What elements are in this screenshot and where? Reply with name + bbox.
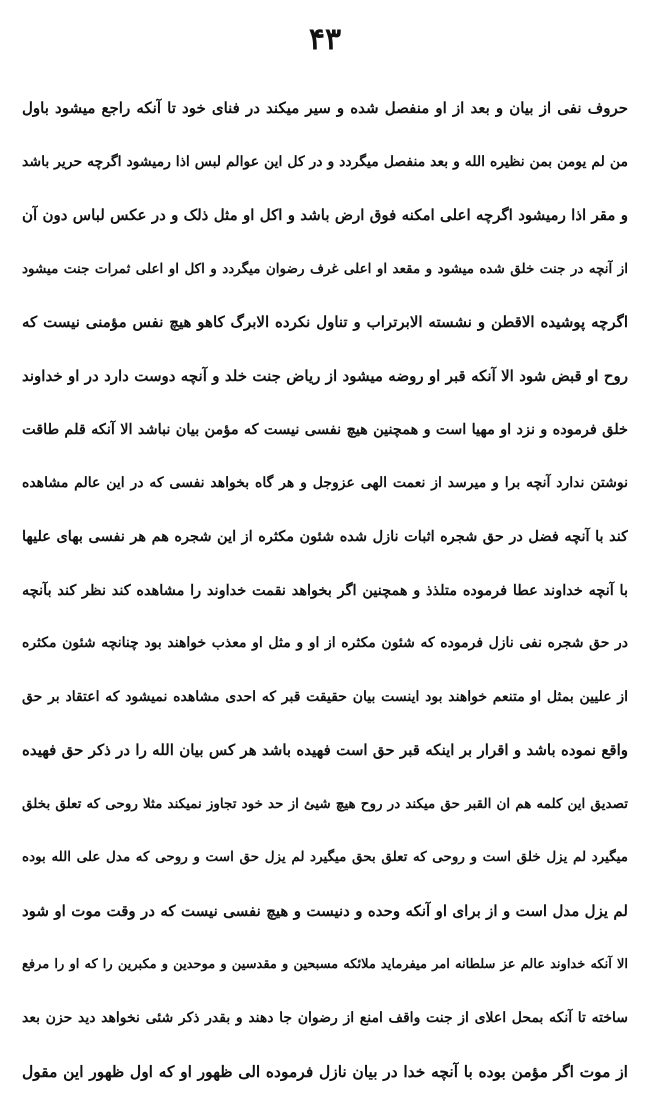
text-line: الا آنکه خداوند عالم عز سلطانه امر میفرماید ملائکه مسبحین و مقدسین و موحدین و مکبرین را که او را مرفع bbox=[22, 957, 628, 972]
text-line: و مقر اذا رمیشود اگرچه اعلی امکنه فوق ارض باشد و اکل او مثل ذلک و در عکس لباس دون آن bbox=[22, 206, 628, 224]
text-line: من لم یومن بمن نظیره الله و بعد منفصل میگردد و در کل این عوالم لبس اذا رمیشود اگرچه حریر باشد bbox=[22, 153, 628, 170]
text-line: از موت اگر مؤمن بوده با آنچه خدا در بیان نازل فرموده الی ظهور او که اول ظهور این مقول bbox=[22, 1062, 628, 1081]
text-line: اگرچه پوشیده الاقطن و نشسته الابرتراب و تناول نکرده الابرگ کاهو هیچ نفس مؤمنی نیست که bbox=[22, 313, 628, 331]
text-line: از آنچه در جنت خلق شده میشود و مقعد او اعلی غرف رضوان میگردد و اکل او اعلی ثمرات جنت میشود bbox=[22, 260, 628, 277]
text-line: کند با آنچه فضل در حق شجره اثبات نازل شده شئون مکثره از این شجره هم هر نفسی بهای علیها bbox=[22, 528, 628, 545]
manuscript-text-block bbox=[22, 82, 628, 1099]
text-line: خلق فرموده و نزد او مهیا است و همچنین هیچ نفسی نیست که مؤمن بیان نباشد الا آنکه قلم طاقت bbox=[22, 421, 628, 438]
text-line: در حق شجره نفی نازل فرموده که شئون مکثره از او و مثل او معذب خواهند بود چنانچه شئون مکثره bbox=[22, 635, 628, 651]
text-line: از علیین بمثل او متنعم خواهند بود اینست بیان حقیقت قبر که احدی مشاهده نمیشود که اعتقاد بر حق bbox=[22, 688, 628, 705]
text-line: نوشتن ندارد آنچه برا و میرسد از نعمت الهی عزوجل و هر گاه بخواهد نفسی که در این عالم مشاهده bbox=[22, 474, 628, 491]
text-line: لم یزل مدل است و از برای او آنکه وحده و دنیست و هیچ نفسی نیست که در وقت موت او شود bbox=[22, 901, 628, 920]
text-line: با آنچه خداوند عطا فرموده متلذذ و همچنین اگر بخواهد نقمت خداوند را مشاهده کند نظر کند بآنچه bbox=[22, 581, 628, 599]
page-number: ۴۳ bbox=[308, 22, 342, 57]
text-line: تصدیق این کلمه هم ان القبر حق میکند در روح هیچ شیئ از حد خود تجاوز نمیکند مثلا روحی که تعلق بخلق bbox=[22, 795, 628, 812]
text-line: میگیرد لم یزل خلق است و روحی که تعلق بحق میگیرد لم یزل حق است و روحی که مدل علی الله بوده bbox=[22, 849, 628, 865]
text-line: حروف نفی از بیان و بعد از او منفصل شده و سیر میکند در فنای خود تا آنکه راجع میشود باول bbox=[22, 99, 628, 117]
text-line: روح او قبض شود الا آنکه قبر او روضه میشود از ریاض جنت خلد و آنچه دوست دارد در او خداوند bbox=[22, 366, 628, 385]
text-line: واقع نموده باشد و اقرار بر اینکه قبر حق است فهیده باشد هر کس بیان الله را در ذکر حق فهیده bbox=[22, 741, 628, 759]
text-line: ساخته تا آنکه بمحل اعلای از جنت واقف امنع از رضوان جا دهند و بقدر ذکر شئی نخواهد دید حزن بعد bbox=[22, 1009, 628, 1026]
